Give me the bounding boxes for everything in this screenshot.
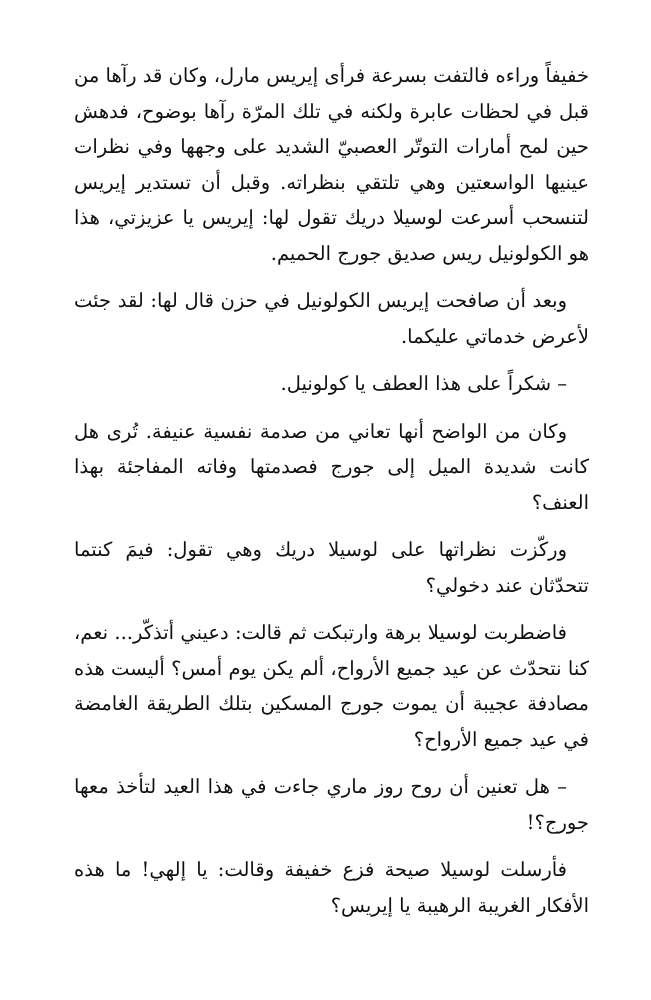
paragraph-7-dialogue: – هل تعنين أن روح روز ماري جاءت في هذا العيد لتأخذ معها جورج؟! xyxy=(74,775,589,834)
paragraph-3-dialogue: – شكراً على هذا العطف يا كولونيل. xyxy=(280,372,567,395)
paragraph-2: وبعد أن صافحت إيريس الكولونيل في حزن قال لها: لقد جئت لأعرض خدماتي عليكما. xyxy=(74,289,589,348)
paragraph-5: وركّزت نظراتها على لوسيلا دريك وهي تقول: فيمَ كنتما تتحدّثان عند دخولي؟ xyxy=(74,538,589,597)
body-text xyxy=(74,58,589,935)
paragraph-4: وكان من الواضح أنها تعاني من صدمة نفسية عنيفة. تُرى هل كانت شديدة الميل إلى جورج فصدمتها وفاته المفاجئة بهذا العنف؟ xyxy=(74,419,589,514)
paragraph-6: فاضطربت لوسيلا برهة وارتبكت ثم قالت: دعيني أتذكّر... نعم، كنا نتحدّث عن عيد جميع الأرواح، ألم يكن يوم أمس؟ أليست هذه مصادفة عجيبة أن يموت جورج المسكين بتلك الطريقة الغامضة في عيد جميع الأرواح؟ xyxy=(74,621,589,751)
paragraph-1: خفيفاً وراءه فالتفت بسرعة فرأى إيريس مارل، وكان قد رآها من قبل في لحظات عابرة ولكنه في تلك المرّة رآها بوضوح، فدهش حين لمح أمارات التوتّر العصبيّ الشديد على وجهها وفي نظرات عينيها الواسعتين وهي تلتقي بنظراته. وقبل أن تستدير إيريس لتنسحب أسرعت لوسيلا دريك تقول لها: إيريس يا عزيزتي، هذا هو الكولونيل ريس صديق جورج الحميم. xyxy=(74,64,589,265)
paragraph-8: فأرسلت لوسيلا صيحة فزع خفيفة وقالت: يا إلهي! ما هذه الأفكار الغريبة الرهيبة يا إيريس؟ xyxy=(74,858,589,917)
